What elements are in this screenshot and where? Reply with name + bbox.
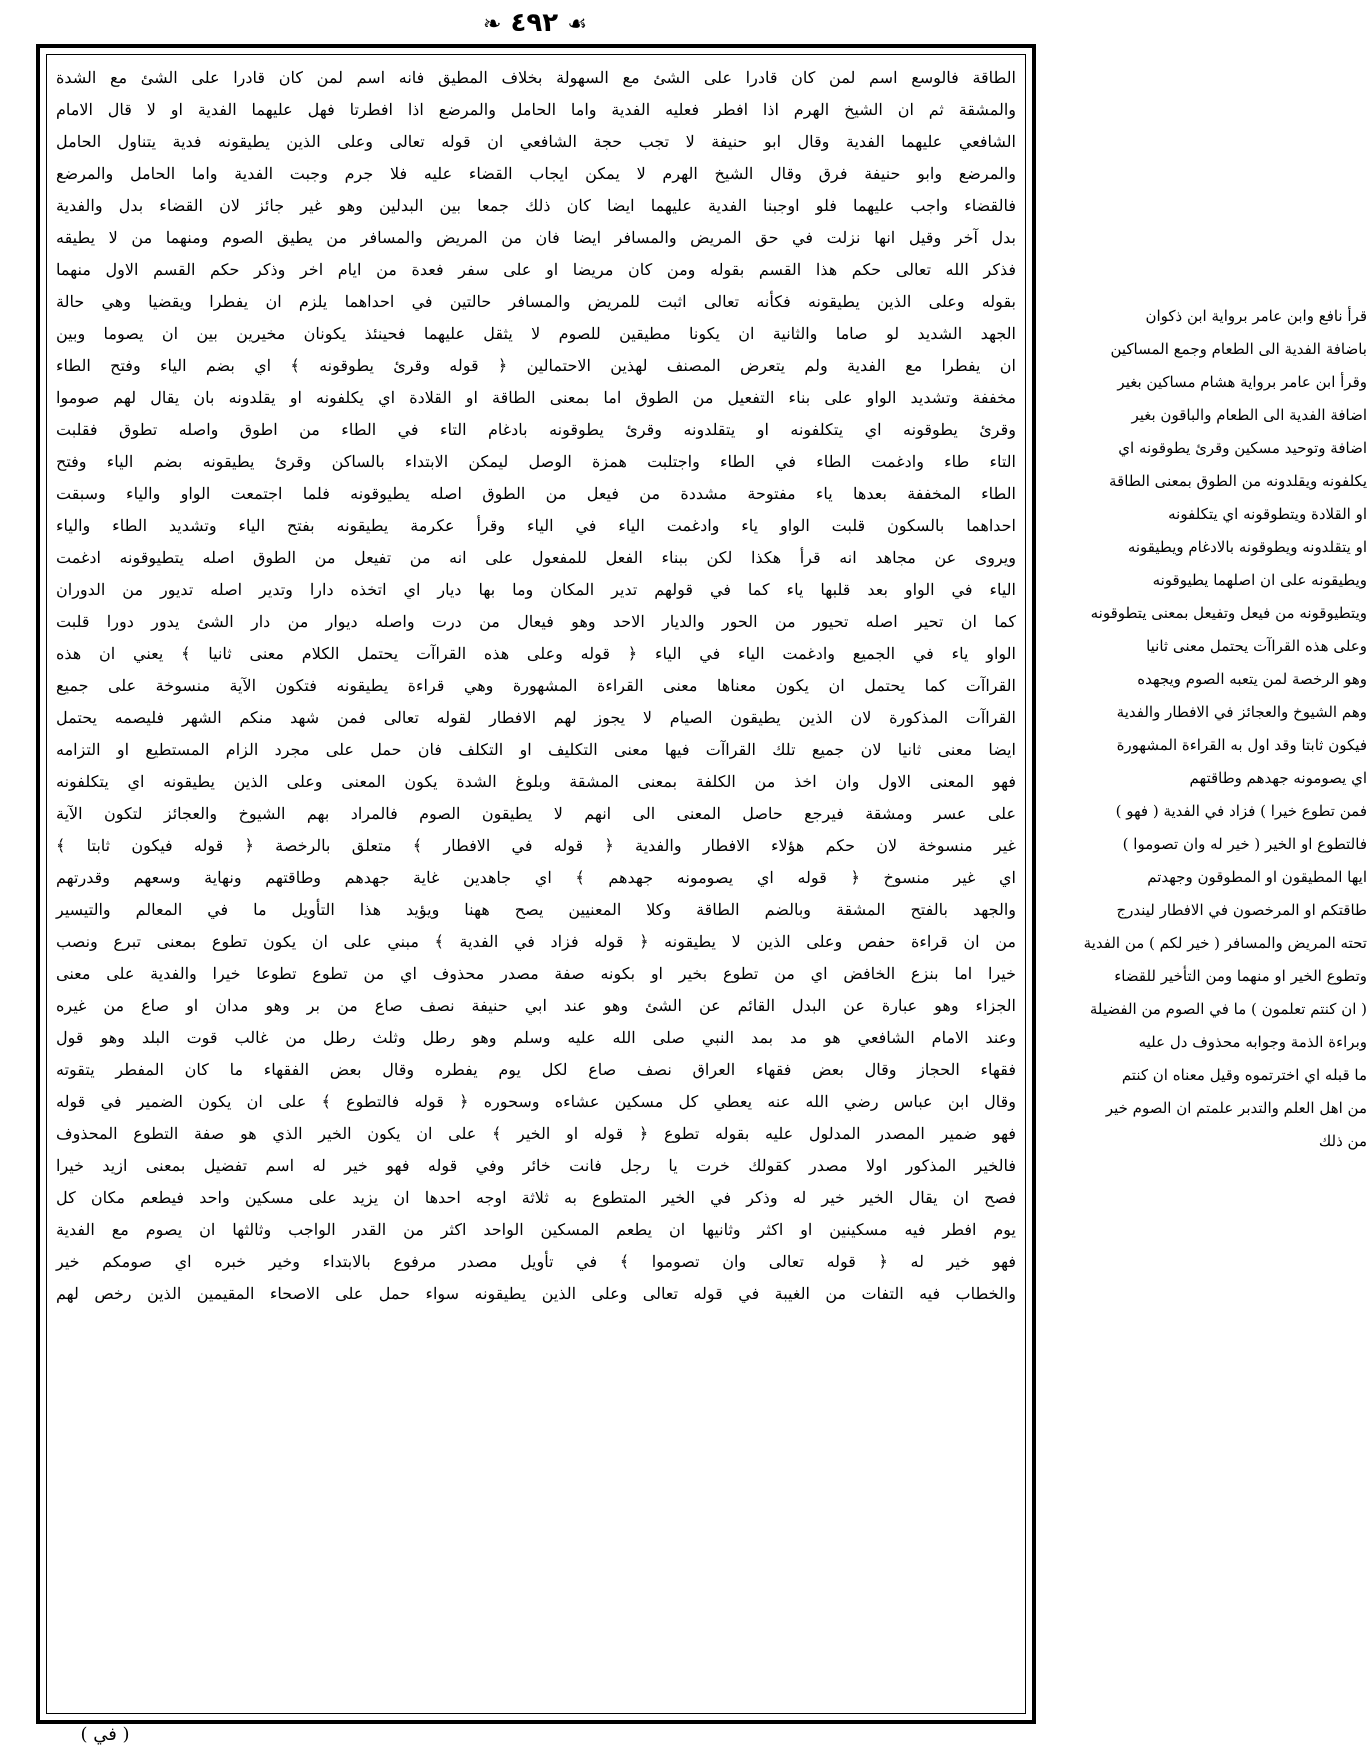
main-text-line: والخطاب فيه التفات من الغيبة في قوله تعالى وعلى الذين يطيقونه سواء حمل على الاصحاء المقيمين الذين رخص لهم	[56, 1284, 1016, 1303]
main-text-line: بقوله وعلى الذين يطيقونه فكأنه تعالى اثبت للمريض والمسافر حالتين في احداهما يلزم ان يفطرا ويقضيا وهي حالة	[56, 292, 1016, 311]
ornament-right-icon: ☙	[567, 12, 587, 37]
main-text-line: كما ان تحير اصله تحيور من الحور والديار الاحد وهو فيعال من درت واصله ديوار من دار الشئ يدور دورا قلبت	[56, 612, 1016, 631]
main-text-line: الشافعي عليهما الفدية وقال ابو حنيفة لا تجب حجة الشافعي ان قوله تعالى وعلى الذين يطيقونه فدية يتناول الحامل	[56, 132, 1016, 151]
margin-text-line: اي يصومونه جهدهم وطاقتهم	[1189, 769, 1367, 787]
main-text-line: الجهد الشديد لو صاما والثانية ان يكونا مطيقين للصوم لا يثقل عليهما فحينئذ يكونان مخيرين بين ان يصوما وبين	[56, 324, 1016, 343]
main-text-line: يوم افطر فيه مسكينين او اكثر وثانيها ان يطعم المسكين الواحد اكثر من القدر الواجب وثالثها ان يصوم مع الفدية	[56, 1220, 1016, 1239]
main-text-line: فهو ضمير المصدر المدلول عليه بقوله تطوع ﴿ قوله او الخير ﴾ على ان يكون الخير الذي هو صفة التطوع المحذوف	[56, 1124, 1017, 1143]
main-text-line: والجهد بالفتح المشقة وبالضم الطاقة وكلا المعنيين يصح ههنا ويؤيد هذا التأويل ما في المعالم والتيسير	[56, 900, 1016, 919]
margin-text-line: باضافة الفدية الى الطعام وجمع المساكين	[1110, 340, 1367, 358]
margin-text-line: تحته المريض والمسافر ( خير لكم ) من الفدية	[1083, 934, 1367, 952]
main-text-line: خيرا اما بنزع الخافض اي من تطوع بخير او بكونه صفة مصدر محذوف اي من تطوع تطوعا خيرا والفدية على معنى	[56, 964, 1016, 983]
ornament-left-icon: ❧	[483, 12, 502, 37]
page-number: ٤٩٢	[510, 8, 559, 38]
main-text-line: القراآت كما يحتمل ان يكون معناها معنى القراءة المشهورة وهي قراءة يطيقونه فتكون الآية منسوخة على جميع	[56, 676, 1016, 695]
main-text-line: الجزاء وهو عبارة عن البدل القائم عن الشئ وهو عند ابي حنيفة نصف صاع من بر وهو مدان او صاع من غيره	[56, 996, 1017, 1015]
main-text-line: وقال ابن عباس رضي الله عنه يعطي كل مسكين عشاءه وسحوره ﴿ قوله فالتطوع ﴾ على ان يكون الضمير في قوله	[56, 1092, 1017, 1111]
margin-text-line: وعلى هذه القراآت يحتمل معنى ثانيا	[1146, 637, 1367, 655]
main-text-line: اي غير منسوخ ﴿ قوله اي يصومونه جهدهم ﴾ اي جاهدين غاية جهدهم وطاقتهم ونهاية وسعهم وقدرتهم	[56, 868, 1016, 887]
main-text-line: فذكر الله تعالى حكم هذا القسم بقوله ومن كان مريضا او على سفر فعدة من ايام اخر وذكر حكم القسم الاول منهما	[56, 260, 1016, 279]
margin-text-line: وبراءة الذمة وجوابه محذوف دل عليه	[1138, 1033, 1367, 1051]
main-text-line: غير منسوخة لان حكم هؤلاء الافطار والفدية ﴿ قوله في الافطار ﴾ متعلق بالرخصة ﴿ قوله فيكون ثابتا ﴾	[56, 836, 1017, 855]
main-text-line: وعند الامام الشافعي هو مد بمد النبي صلى الله عليه وسلم وهو رطل وثلث رطل من غالب قوت البلد وهو قول	[56, 1028, 1016, 1047]
margin-text-line: او يتقلدونه ويطوقونه بالادغام ويطيقونه	[1127, 538, 1367, 556]
main-text-line: من ان قراءة حفص وعلى الذين لا يطيقونه ﴿ قوله فزاد في الفدية ﴾ مبني على ان يكون تطوع بمعنى تبرع ونصب	[56, 932, 1016, 951]
main-text-line: ويروى عن مجاهد انه قرأ هكذا لكن ببناء الفعل للمفعول على انه من تفيعل من الطوق اصله يتطيوقونه ادغمت	[56, 548, 1017, 567]
main-text-line: فهو المعنى الاول وان اخذ من الكلفة بمعنى المشقة وبلوغ الشدة يكون المعنى وعلى الذين يطيقونه اي يتكلفونه	[56, 772, 1016, 791]
main-text-line: الواو ياء في الجميع وادغمت الياء في الياء ﴿ قوله وعلى هذه القراآت يحتمل الكلام معنى ثانيا ﴾ يعني ان هذه	[56, 644, 1016, 663]
main-text-line: ايضا معنى ثانيا لان جميع تلك القراآت فيها معنى التكليف او التكلف فان حمل على مجرد الزام المستطيع او التزامه	[56, 740, 1016, 759]
main-text-line: القراآت المذكورة لان الذين يطيقون الصيام لا يجوز لهم الافطار لقوله تعالى فمن شهد منكم الشهر فليصمه يحتمل	[56, 708, 1016, 727]
margin-text-line: وقرأ ابن عامر برواية هشام مساكين بغير	[1117, 373, 1367, 391]
main-text-line: فالقضاء واجب عليهما فلو اوجبنا الفدية عليهما ايضا كان ذلك جمعا بين البدلين وهو غير جائز لان القضاء بدل والفدية	[56, 196, 1016, 215]
margin-text-line: فيكون ثابتا وقد اول به القراءة المشهورة	[1116, 736, 1367, 754]
main-text-frame	[36, 44, 1036, 1724]
margin-text-line: ويطيقونه على ان اصلهما يطيوقونه	[1152, 571, 1367, 589]
main-text-line: الطاقة فالوسع اسم لمن كان قادرا على الشئ مع السهولة بخلاف المطيق فانه اسم لمن كان قادرا على الشئ مع الشدة	[56, 68, 1016, 87]
main-commentary-text	[56, 62, 1016, 1710]
marginal-text	[1040, 300, 1367, 1150]
margin-text-line: وتطوع الخير او منهما ومن التأخير للقضاء	[1114, 967, 1367, 985]
margin-text-line: ويتطيوقونه من فيعل وتفيعل بمعنى يتطوقونه	[1090, 604, 1367, 622]
main-text-line: على عسر ومشقة فيرجع حاصل المعنى الى انهم لا يطيقون الصوم فالمراد بهم الشيوخ والعجائز لتكون الآية	[56, 804, 1016, 823]
main-text-line: والمشقة ثم ان الشيخ الهرم اذا افطر فعليه الفدية واما الحامل والمرضع اذا افطرتا فهل عليهما الفدية او لا قال الامام	[56, 100, 1016, 119]
main-text-line: الياء في الواو بعد قلبها ياء كما في قولهم تدير المكان وما بها ديار اي اتخذه دارا وتدير اصله تديور من الدوران	[56, 580, 1016, 599]
main-text-line: الطاء المخففة بعدها ياء مفتوحة مشددة من فيعل من الطوق اصله يطيوقونه فلما اجتمعت الواو والياء وسبقت	[56, 484, 1016, 503]
main-text-line: التاء طاء وادغمت الطاء في الطاء واجتلبت همزة الوصل ليمكن الابتداء بالساكن وقرئ يطيقونه بضم الياء وفتح	[56, 452, 1016, 471]
margin-text-line: ( ان كنتم تعلمون ) ما في الصوم من الفضيلة	[1089, 1000, 1367, 1018]
margin-text-line: اضافة الفدية الى الطعام والباقون بغير	[1131, 406, 1367, 424]
margin-text-line: فالتطوع او الخير ( خير له وان تصوموا )	[1122, 835, 1367, 853]
margin-text-line: او القلادة ويتطوقونه اي يتكلفونه	[1168, 505, 1367, 523]
margin-text-line: اضافة وتوحيد مسكين وقرئ يطوقونه اي	[1118, 439, 1367, 457]
margin-text-line: ما قبله اي اخترتموه وقيل معناه ان كنتم	[1121, 1066, 1367, 1084]
margin-text-line: طاقتكم او المرخصون في الافطار ليندرج	[1116, 901, 1367, 919]
main-text-line: ان يفطرا مع الفدية ولم يتعرض المصنف لهذين الاحتمالين ﴿ قوله وقرئ يطوقونه ﴾ اي بضم الياء وفتح الطاء	[56, 356, 1017, 375]
main-text-line: فالخير المذكور اولا مصدر كقولك خرت يا رجل فانت خائر وفي قوله فهو خير له اسم تفضيل بمعنى ازيد خيرا	[56, 1156, 1016, 1175]
main-text-line: فقهاء الحجاز وقال بعض فقهاء العراق نصف صاع لكل يوم يفطره وقال بعض الفقهاء ما كان المفطر يتقوته	[56, 1060, 1016, 1079]
catchword: ( في )	[80, 1724, 130, 1745]
page-number-header	[460, 6, 610, 40]
margin-text-line: يكلفونه ويقلدونه من الطوق بمعنى الطاقة	[1109, 472, 1367, 490]
margin-text-line: من ذلك	[1318, 1132, 1367, 1150]
margin-text-line: قرأ نافع وابن عامر برواية ابن ذكوان	[1145, 307, 1367, 325]
main-text-line: والمرضع وابو حنيفة فرق وقال الشيخ الهرم لا يمكن ايجاب القضاء عليه فلا جرم وجبت الفدية واما الحامل والمرضع	[56, 164, 1016, 183]
main-text-line: مخففة وتشديد الواو على بناء التفعيل من الطوق اما بمعنى الطاقة او القلادة اي يكلفونه او يقلدونه بان يقال لهم صوموا	[56, 388, 1017, 407]
main-text-line: وقرئ يطوقونه اي يتكلفونه او يتقلدونه وقرئ يطوقونه بادغام التاء في الطاء من اطوق واصله تطوق فقلبت	[56, 420, 1016, 439]
margin-text-line: من اهل العلم والتدبر علمتم ان الصوم خير	[1105, 1099, 1367, 1117]
margin-text-line: وهو الرخصة لمن يتعبه الصوم ويجهده	[1137, 670, 1367, 688]
margin-text-line: فمن تطوع خيرا ) فزاد في الفدية ( فهو )	[1115, 802, 1367, 820]
margin-text-line: وهم الشيوخ والعجائز في الافطار والفدية	[1116, 703, 1367, 721]
margin-text-line: ايها المطيقون او المطوقون وجهدتم	[1147, 868, 1367, 886]
main-text-line: فصح ان يقال الخير خير له وذكر في الخير المتطوع به ثلاثة اوجه احدها ان يزيد على مسكين واحد فيطعم مكان كل	[56, 1188, 1016, 1207]
main-text-line: بدل آخر وقيل انها نزلت في حق المريض والمسافر ايضا فان من المريض والمسافر من يطيق الصوم ومنهما من لا يطيقه	[56, 228, 1016, 247]
main-text-line: احداهما بالسكون قلبت الواو ياء وادغمت الياء في الياء وقرأ عكرمة يطيقونه بفتح الياء وتشديد الطاء والياء	[56, 516, 1016, 535]
main-text-line: فهو خير له ﴿ قوله تعالى وان تصوموا ﴾ في تأويل مصدر مرفوع بالابتداء وخير خبره اي صومكم خير	[56, 1252, 1016, 1271]
